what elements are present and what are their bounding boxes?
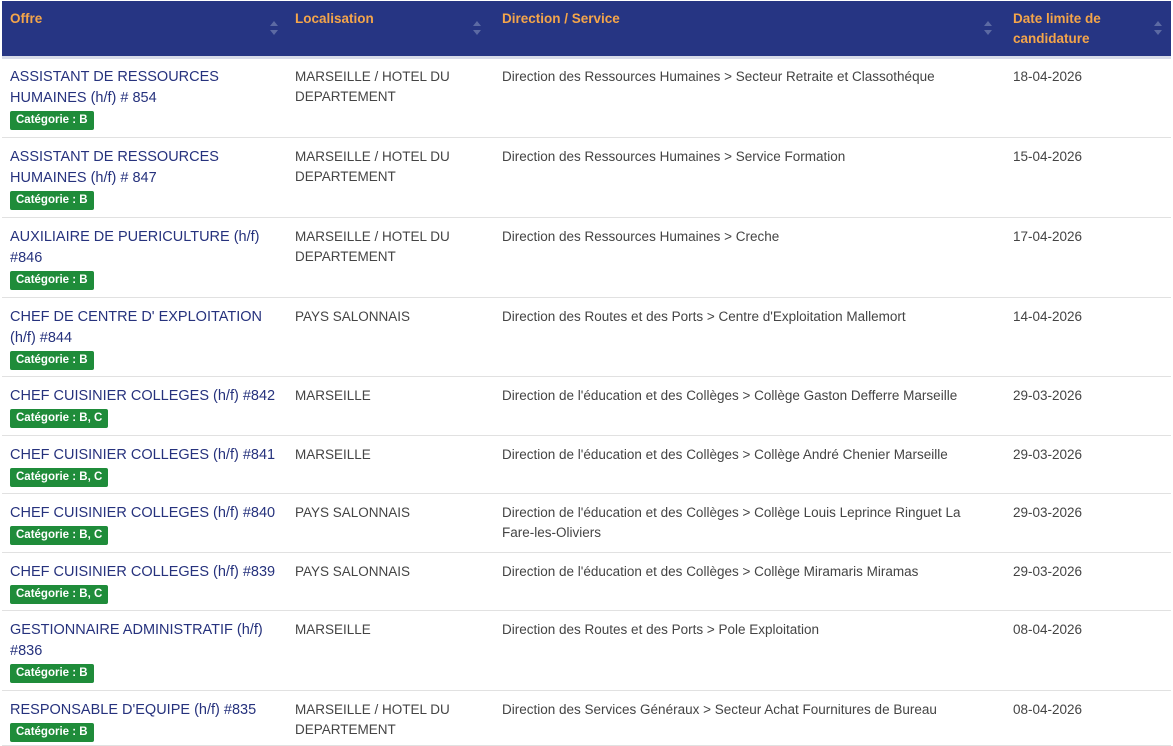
offer-cell <box>10 147 280 210</box>
offer-cell <box>10 386 280 428</box>
table-row <box>2 138 1171 218</box>
table-row <box>2 377 1171 436</box>
category-badge: Catégorie : B <box>10 723 94 742</box>
deadline-date-cell: 08-04-2026 <box>1013 702 1083 717</box>
category-badge: Catégorie : B <box>10 664 94 683</box>
location-cell: PAYS SALONNAIS <box>295 505 411 520</box>
deadline-date-cell: 29-03-2026 <box>1013 447 1083 462</box>
column-header-date-label-line1: Date limite de <box>1013 11 1101 26</box>
column-header-date[interactable] <box>1013 1 1169 56</box>
deadline-date-cell: 29-03-2026 <box>1013 564 1083 579</box>
deadline-date-cell: 18-04-2026 <box>1013 69 1083 84</box>
category-badge: Catégorie : B <box>10 271 94 290</box>
offer-title-link[interactable]: AUXILIAIRE DE PUERICULTURE (h/f) #846 <box>10 229 260 266</box>
table-row <box>2 691 1171 746</box>
offer-cell <box>10 67 280 130</box>
category-badge: Catégorie : B <box>10 111 94 130</box>
offer-title-link[interactable]: RESPONSABLE D'EQUIPE (h/f) #835 <box>10 702 257 718</box>
direction-cell: Direction des Routes et des Ports > Centre d'Exploitation Mallemort <box>502 309 906 324</box>
category-badge: Catégorie : B <box>10 191 94 210</box>
column-header-direction-label: Direction / Service <box>502 11 620 26</box>
direction-cell: Direction de l'éducation et des Collèges > Collège Miramaris Miramas <box>502 564 919 579</box>
offer-title-link[interactable]: ASSISTANT DE RESSOURCES HUMAINES (h/f) # 847 <box>10 149 219 186</box>
sort-icon[interactable] <box>472 21 482 37</box>
direction-cell: Direction de l'éducation et des Collèges > Collège André Chenier Marseille <box>502 447 948 462</box>
column-header-direction[interactable] <box>502 1 999 56</box>
column-header-localisation-label: Localisation <box>295 11 374 26</box>
offer-title-link[interactable]: ASSISTANT DE RESSOURCES HUMAINES (h/f) # 854 <box>10 69 219 106</box>
table-header <box>2 1 1171 59</box>
sort-icon[interactable] <box>269 21 279 37</box>
deadline-date-cell: 14-04-2026 <box>1013 309 1083 324</box>
location-cell: MARSEILLE <box>295 388 371 403</box>
deadline-date-cell: 29-03-2026 <box>1013 388 1083 403</box>
direction-cell: Direction de l'éducation et des Collèges > Collège Louis Leprince Ringuet La Fare-les-Oliviers <box>502 505 961 540</box>
location-cell: MARSEILLE / HOTEL DU DEPARTEMENT <box>295 149 450 184</box>
direction-cell: Direction des Routes et des Ports > Pole Exploitation <box>502 622 820 637</box>
location-cell: MARSEILLE / HOTEL DU DEPARTEMENT <box>295 229 450 264</box>
offer-title-link[interactable]: CHEF CUISINIER COLLEGES (h/f) #841 <box>10 447 276 463</box>
location-cell: MARSEILLE <box>295 447 371 462</box>
direction-cell: Direction des Ressources Humaines > Creche <box>502 229 780 244</box>
category-badge: Catégorie : B, C <box>10 526 108 545</box>
offer-cell <box>10 620 280 683</box>
table-row <box>2 218 1171 298</box>
offer-cell <box>10 503 280 545</box>
column-header-localisation[interactable] <box>295 1 488 56</box>
column-header-offre[interactable] <box>10 1 285 56</box>
offer-cell <box>10 307 280 370</box>
deadline-date-cell: 08-04-2026 <box>1013 622 1083 637</box>
deadline-date-cell: 15-04-2026 <box>1013 149 1083 164</box>
direction-cell: Direction des Services Généraux > Secteur Achat Fournitures de Bureau <box>502 702 937 717</box>
direction-cell: Direction de l'éducation et des Collèges > Collège Gaston Defferre Marseille <box>502 388 958 403</box>
location-cell: PAYS SALONNAIS <box>295 309 411 324</box>
category-badge: Catégorie : B, C <box>10 585 108 604</box>
location-cell: MARSEILLE / HOTEL DU DEPARTEMENT <box>295 69 450 104</box>
category-badge: Catégorie : B, C <box>10 468 108 487</box>
column-header-date-label-line2: candidature <box>1013 31 1090 46</box>
category-badge: Catégorie : B <box>10 351 94 370</box>
location-cell: MARSEILLE <box>295 622 371 637</box>
offer-cell <box>10 562 280 604</box>
offer-title-link[interactable]: CHEF CUISINIER COLLEGES (h/f) #842 <box>10 388 276 404</box>
deadline-date-cell: 29-03-2026 <box>1013 505 1083 520</box>
table-row <box>2 553 1171 611</box>
offer-title-link[interactable]: GESTIONNAIRE ADMINISTRATIF (h/f) #836 <box>10 622 263 659</box>
direction-cell: Direction des Ressources Humaines > Secteur Retraite et Classothéque <box>502 69 935 84</box>
sort-icon[interactable] <box>1153 21 1163 37</box>
location-cell: PAYS SALONNAIS <box>295 564 411 579</box>
table-row <box>2 611 1171 691</box>
offer-cell <box>10 700 280 742</box>
location-cell: MARSEILLE / HOTEL DU DEPARTEMENT <box>295 702 450 737</box>
offer-cell <box>10 445 280 487</box>
sort-icon[interactable] <box>983 21 993 37</box>
table-row <box>2 436 1171 494</box>
table-row <box>2 298 1171 377</box>
table-row <box>2 494 1171 553</box>
offer-cell <box>10 227 280 290</box>
offer-title-link[interactable]: CHEF DE CENTRE D' EXPLOITATION (h/f) #844 <box>10 309 262 346</box>
direction-cell: Direction des Ressources Humaines > Service Formation <box>502 149 846 164</box>
category-badge: Catégorie : B, C <box>10 409 108 428</box>
offer-title-link[interactable]: CHEF CUISINIER COLLEGES (h/f) #839 <box>10 564 276 580</box>
table-row <box>2 58 1171 138</box>
deadline-date-cell: 17-04-2026 <box>1013 229 1083 244</box>
offer-title-link[interactable]: CHEF CUISINIER COLLEGES (h/f) #840 <box>10 505 276 521</box>
column-header-offre-label: Offre <box>10 11 43 26</box>
